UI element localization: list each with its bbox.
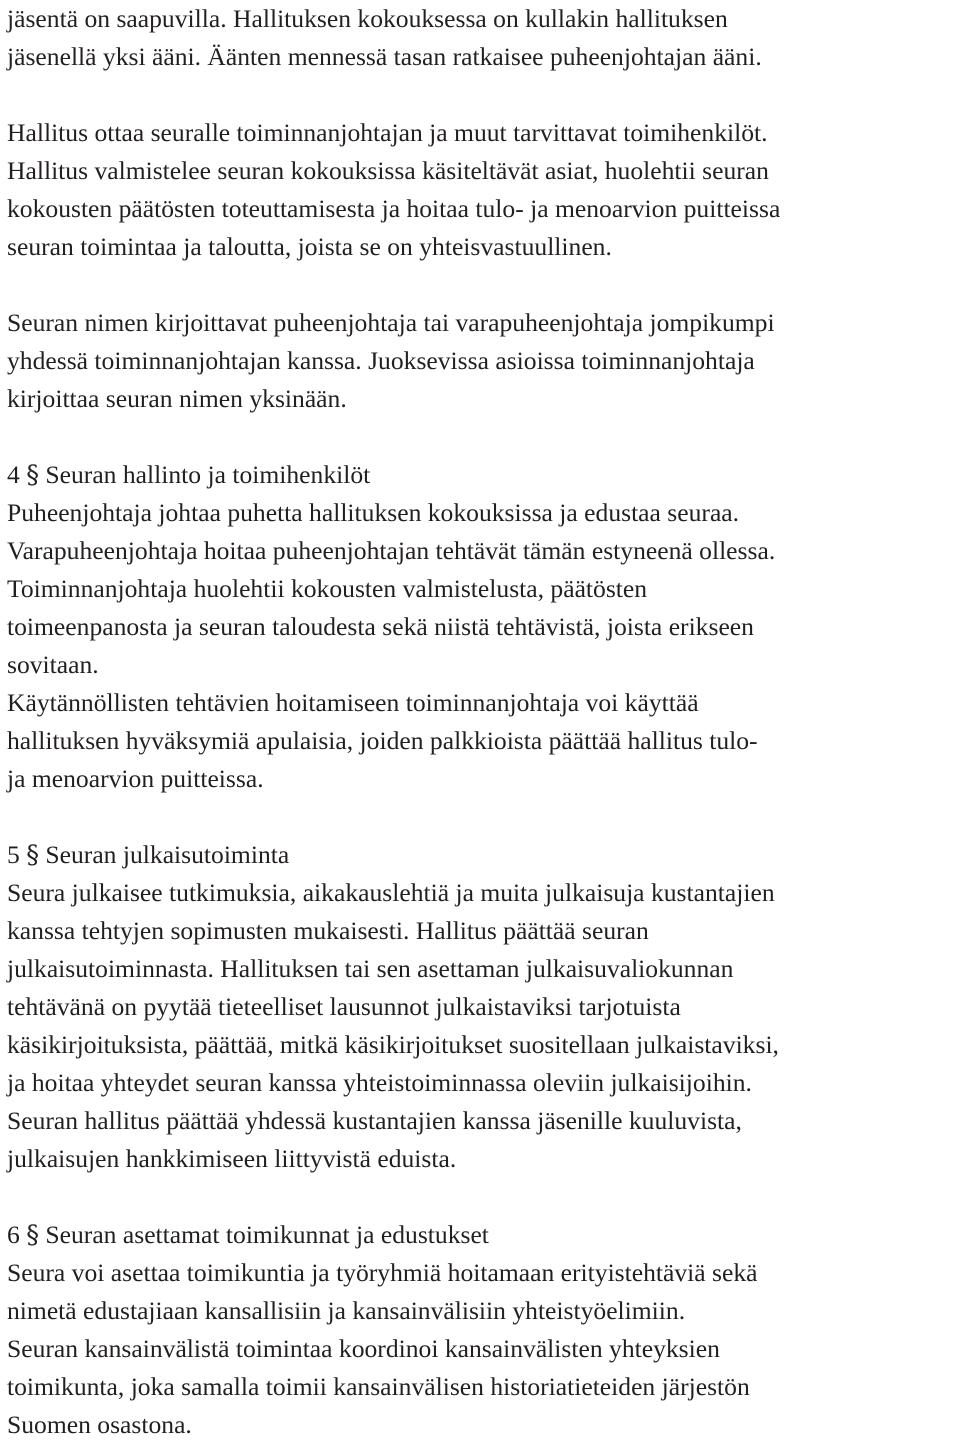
paragraph-signatories — [7, 304, 957, 418]
text-line: ja hoitaa yhteydet seuran kanssa yhteistoiminnassa oleviin julkaisijoihin. — [7, 1068, 752, 1097]
paragraph-board-duties — [7, 114, 957, 266]
text-line: käsikirjoituksista, päättää, mitkä käsikirjoitukset suositellaan julkaistaviksi, — [7, 1030, 779, 1059]
text-line: nimetä edustajiaan kansallisiin ja kansainvälisiin yhteistyöelimiin. — [7, 1296, 686, 1325]
text-line: jäsentä on saapuvilla. Hallituksen kokouksessa on kullakin hallituksen — [7, 4, 728, 33]
text-line: Varapuheenjohtaja hoitaa puheenjohtajan tehtävät tämän estyneenä ollessa. — [7, 536, 776, 565]
text-line: Hallitus ottaa seuralle toiminnanjohtajan ja muut tarvittavat toimihenkilöt. — [7, 118, 768, 147]
section-number: 5 — [7, 840, 20, 869]
text-line: yhdessä toiminnanjohtajan kanssa. Juoksevissa asioissa toiminnanjohtaja — [7, 346, 755, 375]
section-number: 4 — [7, 460, 20, 489]
text-line: julkaisutoiminnasta. Hallituksen tai sen asettaman julkaisuvaliokunnan — [7, 954, 734, 983]
text-line: kirjoittaa seuran nimen yksinään. — [7, 384, 347, 413]
section-5 — [7, 836, 957, 1178]
section-number: 6 — [7, 1220, 20, 1249]
text-line: tehtävänä on pyytää tieteelliset lausunnot julkaistaviksi tarjotuista — [7, 992, 681, 1021]
text-line: Seuran kansainvälistä toimintaa koordinoi kansainvälisten yhteyksien — [7, 1334, 720, 1363]
text-line: Seuran hallitus päättää yhdessä kustantajien kanssa jäsenille kuuluvista, — [7, 1106, 742, 1135]
text-line: Seuran nimen kirjoittavat puheenjohtaja tai varapuheenjohtaja jompikumpi — [7, 308, 775, 337]
section-heading — [7, 1216, 957, 1254]
text-line: ja menoarvion puitteissa. — [7, 764, 264, 793]
paragraph-gap — [7, 798, 957, 836]
section-4 — [7, 456, 957, 798]
paragraph-gap — [7, 76, 957, 114]
text-line: Seura julkaisee tutkimuksia, aikakauslehtiä ja muita julkaisuja kustantajien — [7, 878, 775, 907]
document-page — [7, 0, 957, 1444]
text-line: Puheenjohtaja johtaa puhetta hallituksen kokouksissa ja edustaa seuraa. — [7, 498, 740, 527]
section-title: Seuran hallinto ja toimihenkilöt — [45, 460, 371, 489]
text-line: Hallitus valmistelee seuran kokouksissa käsiteltävät asiat, huolehtii seuran — [7, 156, 769, 185]
text-line: Seura voi asettaa toimikuntia ja työryhmiä hoitamaan erityistehtäviä sekä — [7, 1258, 758, 1287]
text-line: kokousten päätösten toteuttamisesta ja hoitaa tulo- ja menoarvion puitteissa — [7, 194, 781, 223]
text-line: kanssa tehtyjen sopimusten mukaisesti. Hallitus päättää seuran — [7, 916, 649, 945]
text-line: sovitaan. — [7, 650, 99, 679]
paragraph-gap — [7, 266, 957, 304]
section-sign: § — [26, 1220, 39, 1250]
paragraph-gap — [7, 418, 957, 456]
text-line: Käytännöllisten tehtävien hoitamiseen toiminnanjohtaja voi käyttää — [7, 688, 699, 717]
section-heading — [7, 836, 957, 874]
section-sign: § — [26, 460, 39, 490]
paragraph-voting — [7, 0, 957, 76]
section-title: Seuran asettamat toimikunnat ja edustukset — [45, 1220, 489, 1249]
section-6 — [7, 1216, 957, 1444]
text-line: toimikunta, joka samalla toimii kansainvälisen historiatieteiden järjestön — [7, 1372, 750, 1401]
text-line: julkaisujen hankkimiseen liittyvistä eduista. — [7, 1144, 457, 1173]
paragraph-gap — [7, 1178, 957, 1216]
text-line: toimeenpanosta ja seuran taloudesta sekä niistä tehtävistä, joista erikseen — [7, 612, 754, 641]
text-line: hallituksen hyväksymiä apulaisia, joiden palkkioista päättää hallitus tulo- — [7, 726, 758, 755]
text-line: jäsenellä yksi ääni. Äänten mennessä tasan ratkaisee puheenjohtajan ääni. — [7, 42, 762, 71]
text-line: Suomen osastona. — [7, 1410, 192, 1439]
section-heading — [7, 456, 957, 494]
section-title: Seuran julkaisutoiminta — [45, 840, 290, 869]
section-sign: § — [26, 840, 39, 870]
text-line: Toiminnanjohtaja huolehtii kokousten valmistelusta, päätösten — [7, 574, 648, 603]
text-line: seuran toimintaa ja taloutta, joista se on yhteisvastuullinen. — [7, 232, 612, 261]
